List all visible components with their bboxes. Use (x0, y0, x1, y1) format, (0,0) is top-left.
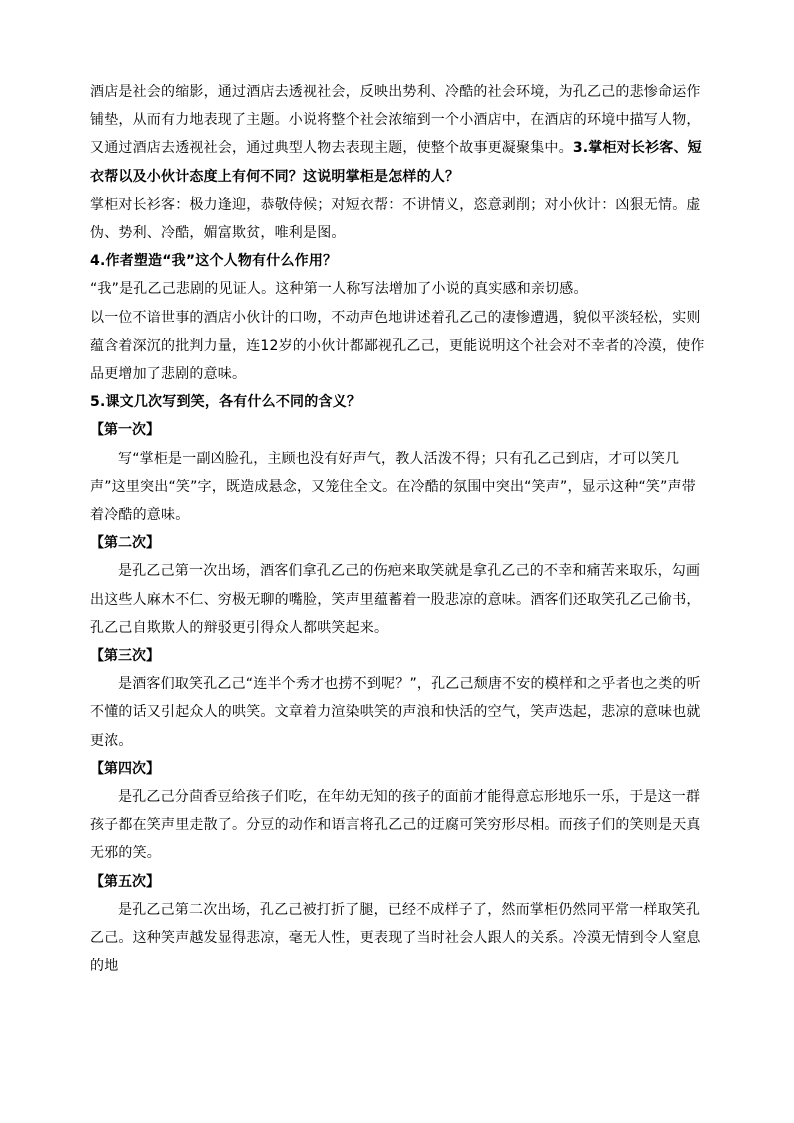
answer-4-line-2: 以一位不谙世事的酒店小伙计的口吻，不动声色地讲述着孔乙己的凄惨遭遇，貌似平淡轻松，实则蕴含着深沉的批判力量，连12岁的小伙计都鄙视孔乙己，更能说明这个社会对不幸者的冷漠，使作品更增加了悲剧的意味。 (90, 309, 705, 383)
section-5-text: 是孔乙己第二次出场，孔乙己被打折了腿，已经不成样子了，然而掌柜仍然同平常一样取笑孔乙己。这种笑声越发显得悲凉，毫无人性，更表现了当时社会人跟人的关系。冷漠无情到令人窒息的地 (90, 901, 701, 975)
answer-4-line-1: “我”是孔乙己悲剧的见证人。这种第一人称写法增加了小说的真实感和亲切感。 (90, 281, 588, 298)
question-5: 5.课文几次写到笑，各有什么不同的含义？ (90, 394, 362, 411)
section-2-label: 【第二次】 (90, 535, 160, 552)
question-3: 3.掌柜对长衫客、短衣帮以及小伙计态度上有何不同？这说明掌柜是怎样的人？ (90, 140, 702, 185)
section-4-label: 【第四次】 (90, 760, 160, 777)
document-page (90, 78, 710, 981)
section-3-text: 是酒客们取笑孔乙己“连半个秀才也捞不到呢？”，孔乙己颓唐不安的模样和之乎者也之类的听不懂的话又引起众人的哄笑。文章着力渲染哄笑的声浪和快活的空气，笑声迭起，悲凉的意味也就更浓。 (90, 676, 701, 749)
section-2-text: 是孔乙己第一次出场，酒客们拿孔乙己的伤疤来取笑就是拿孔乙己的不幸和痛苦来取乐，勾画出这些人麻木不仁、穷极无聊的嘴脸，笑声里蕴蓄着一股悲凉的意味。酒客们还取笑孔乙己偷书，孔乙己自欺欺人的辩驳更引得众人都哄笑起来。 (90, 563, 701, 636)
paragraph-1 (90, 78, 710, 191)
answer-3: 掌柜对长衫客：极力逢迎，恭敬侍候；对短衣帮：不讲情义，恣意剥削；对小伙计：凶狠无情。虚伪、势利、冷酷，媚富欺贫，唯利是图。 (90, 196, 701, 242)
section-5-label: 【第五次】 (90, 873, 160, 890)
paragraph-1-text: 酒店是社会的缩影，通过酒店去透视社会，反映出势利、冷酷的社会环境，为孔乙己的悲惨命运作铺垫，从而有力地表现了主题。小说将整个社会浓缩到一个小酒店中，在酒店的环境中描写人物，又通过酒店去透视社会，通过典型人物去表现主题，使整个故事更凝聚集中。 (90, 84, 701, 157)
section-3-label: 【第三次】 (90, 648, 160, 665)
section-1-text: 写“掌柜是一副凶脸孔，主顾也没有好声气，教人活泼不得；只有孔乙己到店，才可以笑几声”这里突出“笑”字，既造成悬念，又笼住全文。在冷酷的氛围中突出“笑声”，显示这种“笑”声带着冷酷的意味。 (90, 450, 696, 524)
section-1-label: 【第一次】 (90, 422, 160, 439)
question-4: 4.作者塑造“我”这个人物有什么作用？ (90, 253, 338, 270)
section-4-text: 是孔乙己分茴香豆给孩子们吃，在年幼无知的孩子的面前才能得意忘形地乐一乐，于是这一群孩子都在笑声里走散了。分豆的动作和语言将孔乙己的迂腐可笑穷形尽相。而孩子们的笑则是天真无邪的笑。 (90, 789, 701, 862)
